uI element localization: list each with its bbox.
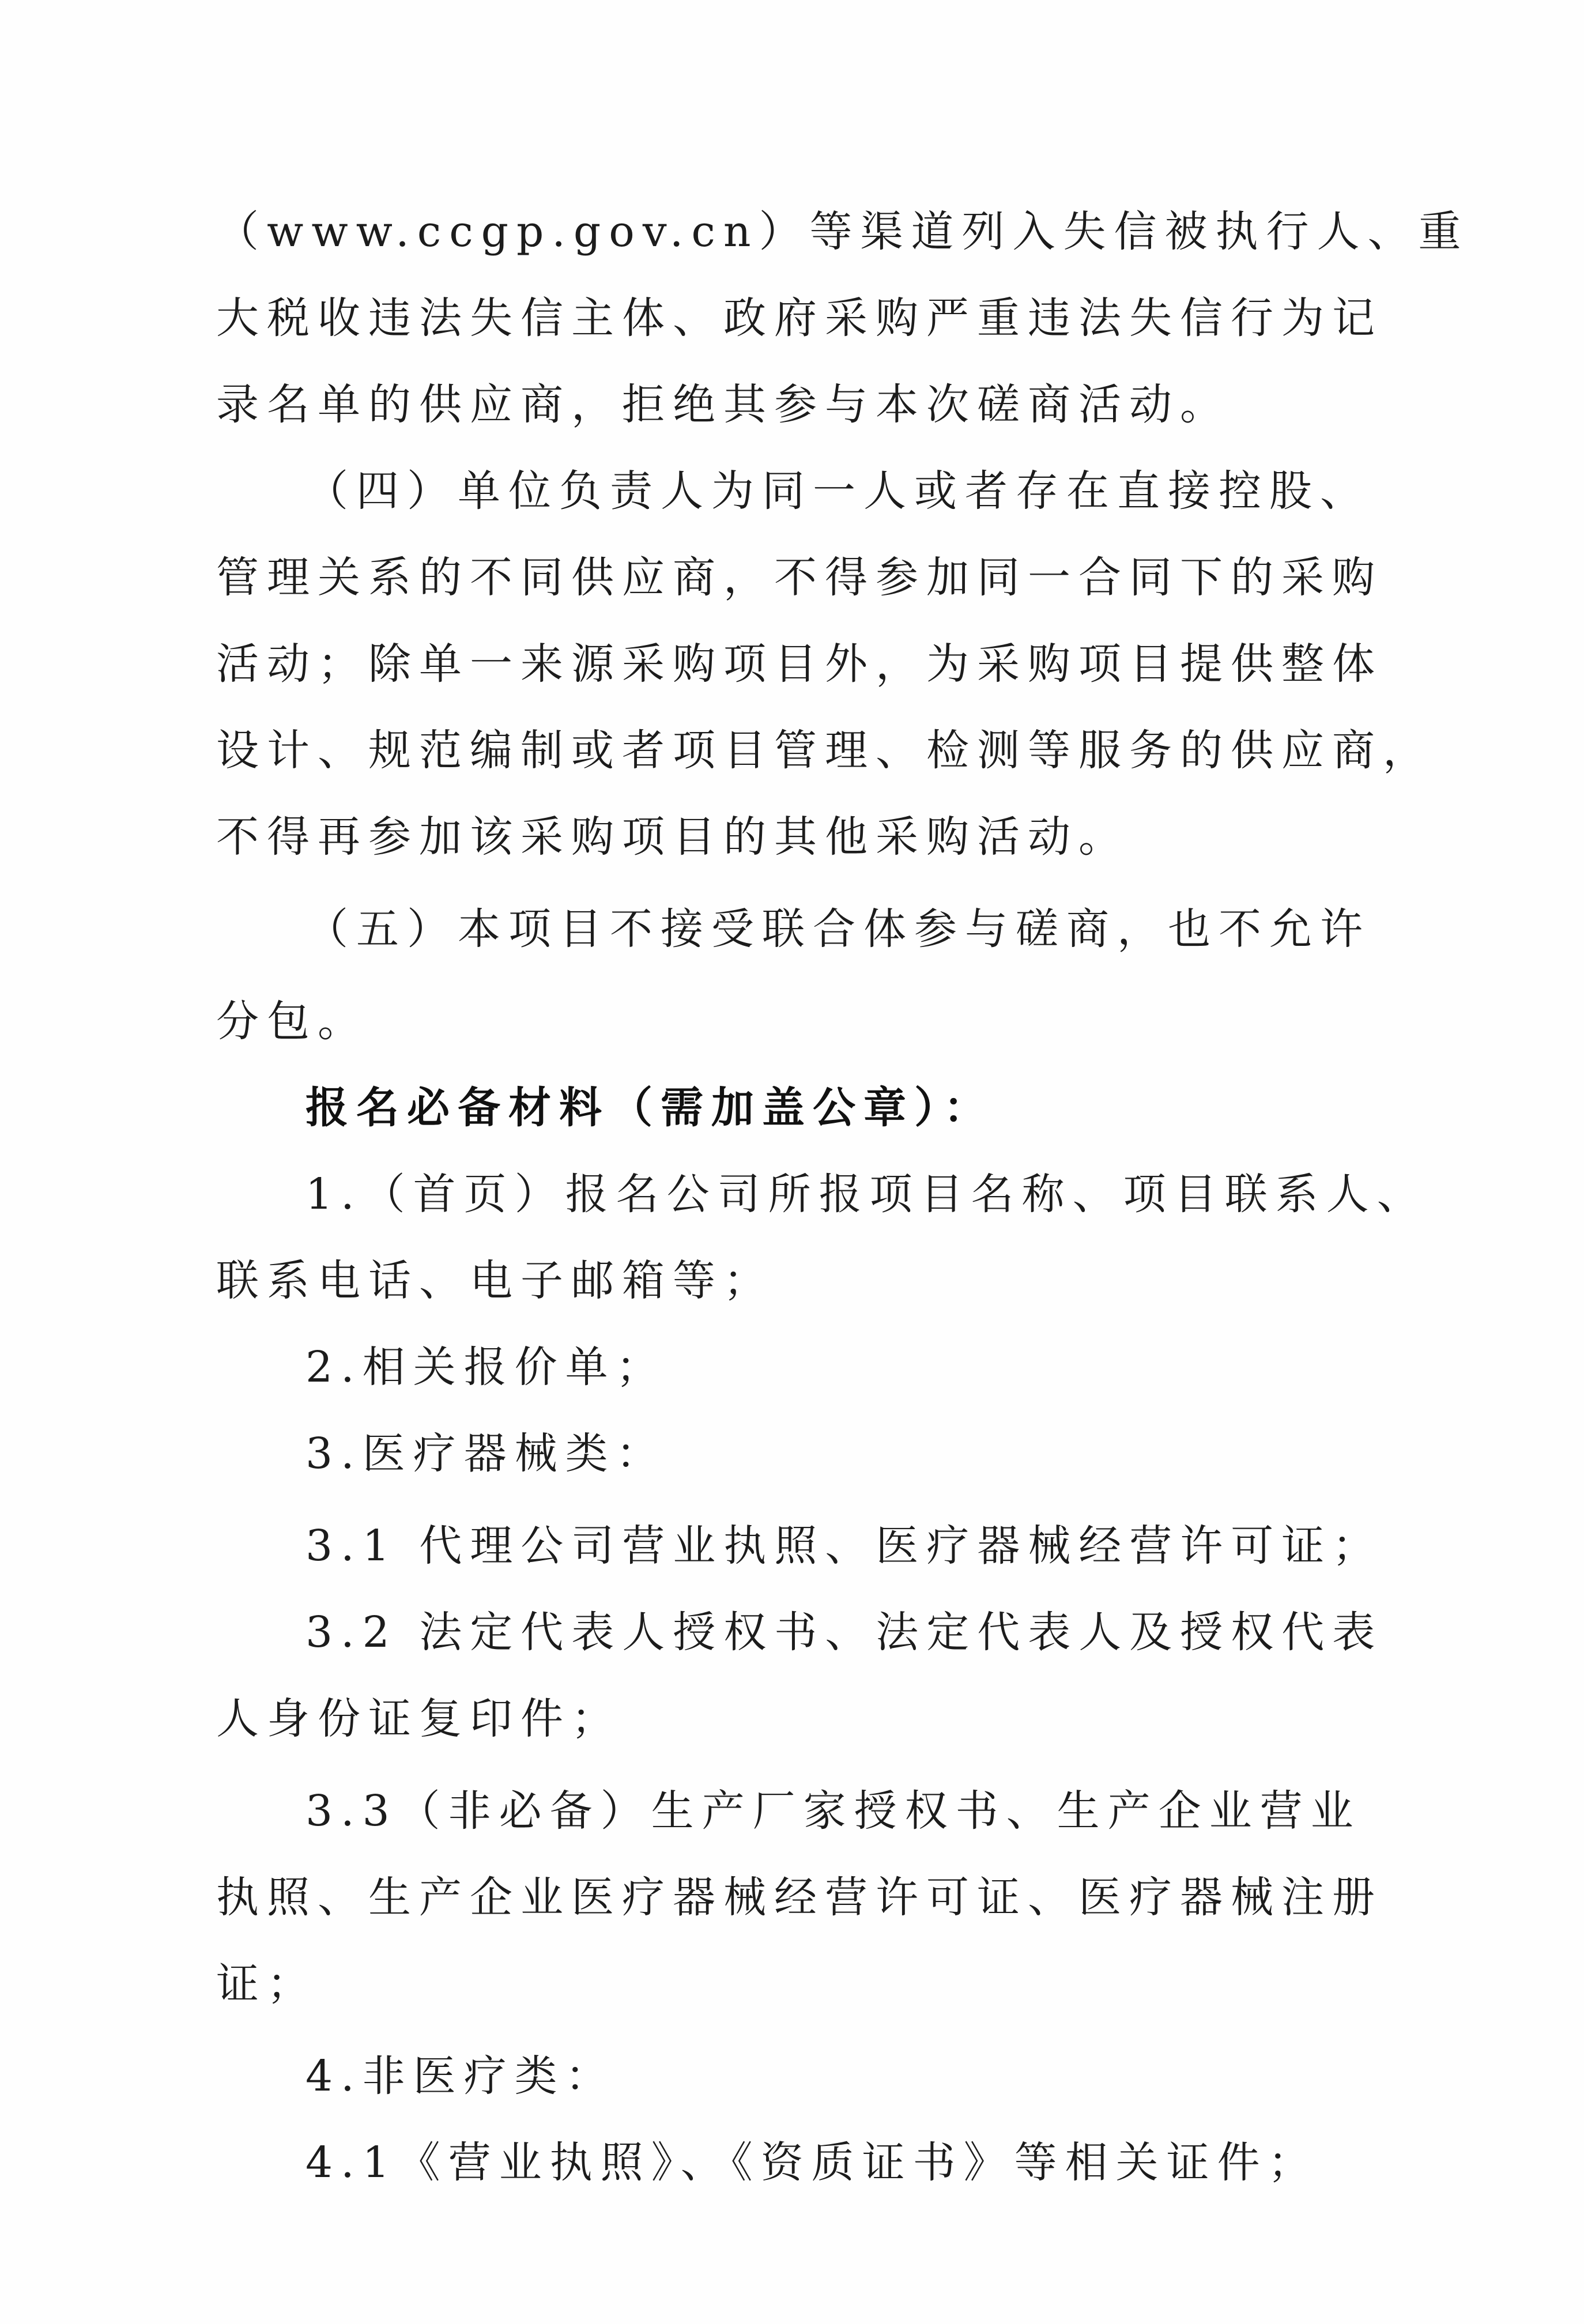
text-line-15: 3.医疗器械类：	[306, 1429, 667, 1478]
text-line-8: 不得再参加该采购项目的其他采购活动。	[216, 812, 1129, 862]
text-line-19: 3.3（非必备）生产厂家授权书、生产企业营业	[306, 1786, 1362, 1836]
text-line-20: 执照、生产企业医疗器械经营许可证、医疗器械注册	[216, 1873, 1383, 1922]
text-line-4: （四）单位负责人为同一人或者存在直接控股、	[306, 466, 1371, 516]
text-line-17: 3.2 法定代表人授权书、法定代表人及授权代表	[306, 1608, 1383, 1657]
text-line-14: 2.相关报价单；	[306, 1342, 667, 1392]
text-line-7: 设计、规范编制或者项目管理、检测等服务的供应商，	[216, 726, 1434, 775]
text-line-23: 4.1《营业执照》、《资质证书》等相关证件；	[306, 2138, 1319, 2187]
text-line-22: 4.非医疗类：	[306, 2051, 616, 2101]
text-line-16: 3.1 代理公司营业执照、医疗器械经营许可证；	[306, 1521, 1383, 1571]
section-heading: 报名必备材料（需加盖公章）：	[306, 1083, 994, 1133]
text-line-5: 管理关系的不同供应商，不得参加同一合同下的采购	[216, 553, 1383, 602]
text-line-9: （五）本项目不接受联合体参与磋商，也不允许	[306, 904, 1371, 954]
text-line-12: 1.（首页）报名公司所报项目名称、项目联系人、	[306, 1169, 1428, 1219]
text-line-1: （www.ccgp.gov.cn）等渠道列入失信被执行人、重	[216, 207, 1469, 256]
text-line-18: 人身份证复印件；	[216, 1694, 622, 1744]
text-line-2: 大税收违法失信主体、政府采购严重违法失信行为记	[216, 293, 1383, 343]
text-line-6: 活动；除单一来源采购项目外，为采购项目提供整体	[216, 639, 1383, 689]
text-line-13: 联系电话、电子邮箱等；	[216, 1256, 774, 1306]
text-line-10: 分包。	[216, 997, 368, 1046]
text-line-21: 证；	[216, 1959, 318, 2009]
text-line-3: 录名单的供应商，拒绝其参与本次磋商活动。	[216, 380, 1231, 429]
